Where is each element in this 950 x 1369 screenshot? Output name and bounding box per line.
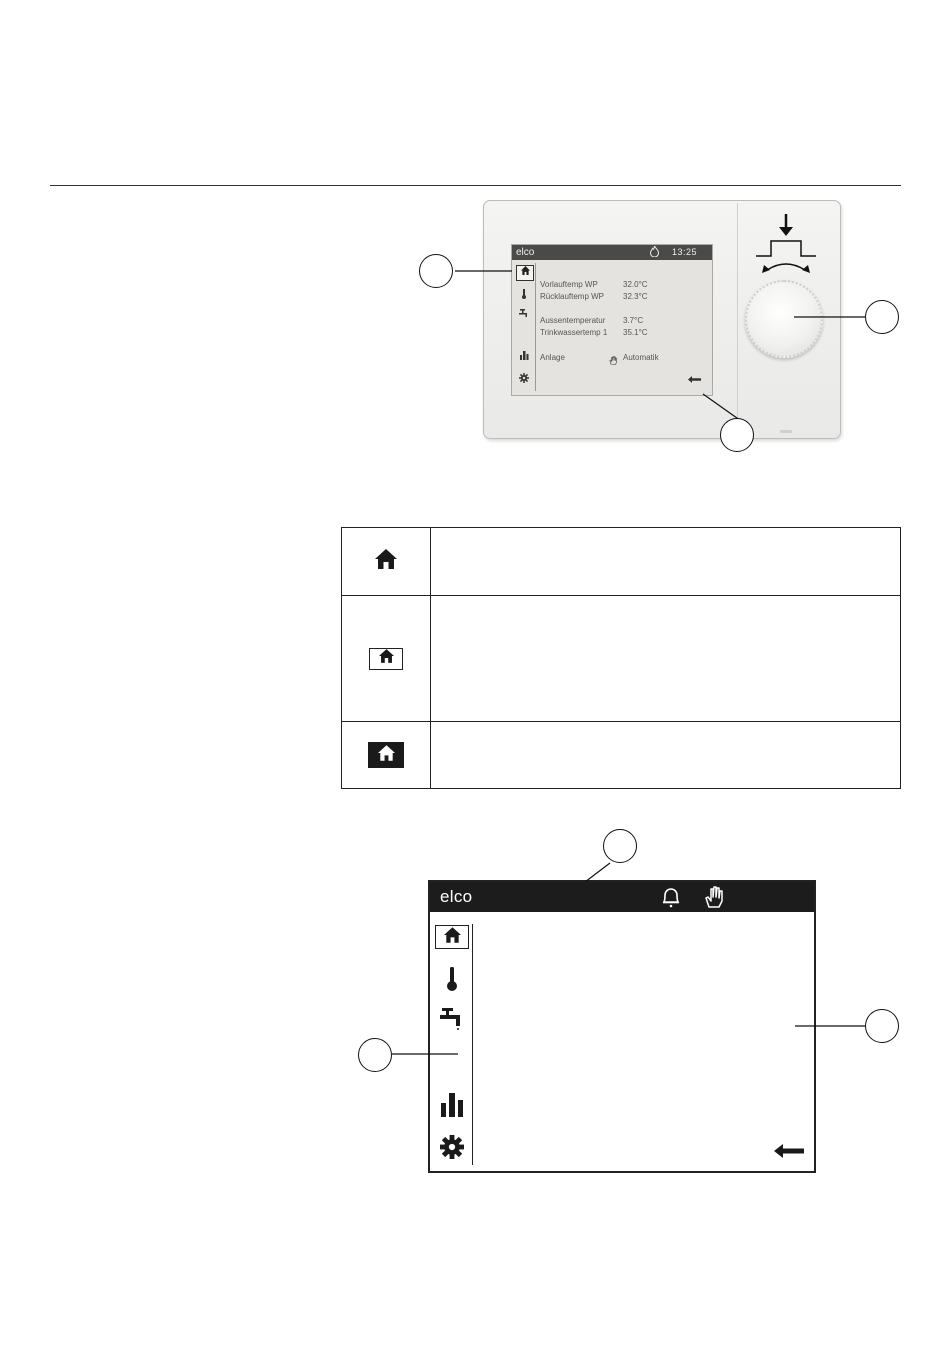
callout-circle: [865, 1009, 899, 1043]
device-screen-row-value: Automatik: [623, 353, 659, 362]
callout-circle: [358, 1038, 392, 1072]
device-screen-row-value: 3.7°C: [623, 316, 644, 325]
device-screen-row-label: Anlage: [540, 353, 565, 362]
callout-circle: [603, 829, 637, 863]
display-logo: elco: [440, 887, 473, 906]
device-screen-row-label: Rücklauftemp WP: [540, 292, 605, 301]
device-screen-logo: elco: [516, 247, 535, 258]
device-screen-row-value: 32.0°C: [623, 280, 648, 289]
device-screen-row-label: Aussentemperatur: [540, 316, 606, 325]
device-screen-row-label: Trinkwassertemp 1: [540, 328, 608, 337]
device-screen-row-value: 35.1°C: [623, 328, 648, 337]
device-screen-row-value: 32.3°C: [623, 292, 648, 301]
device-screen-row-label: Vorlauftemp WP: [540, 280, 598, 289]
device-screen-time: 13:25: [672, 247, 698, 257]
